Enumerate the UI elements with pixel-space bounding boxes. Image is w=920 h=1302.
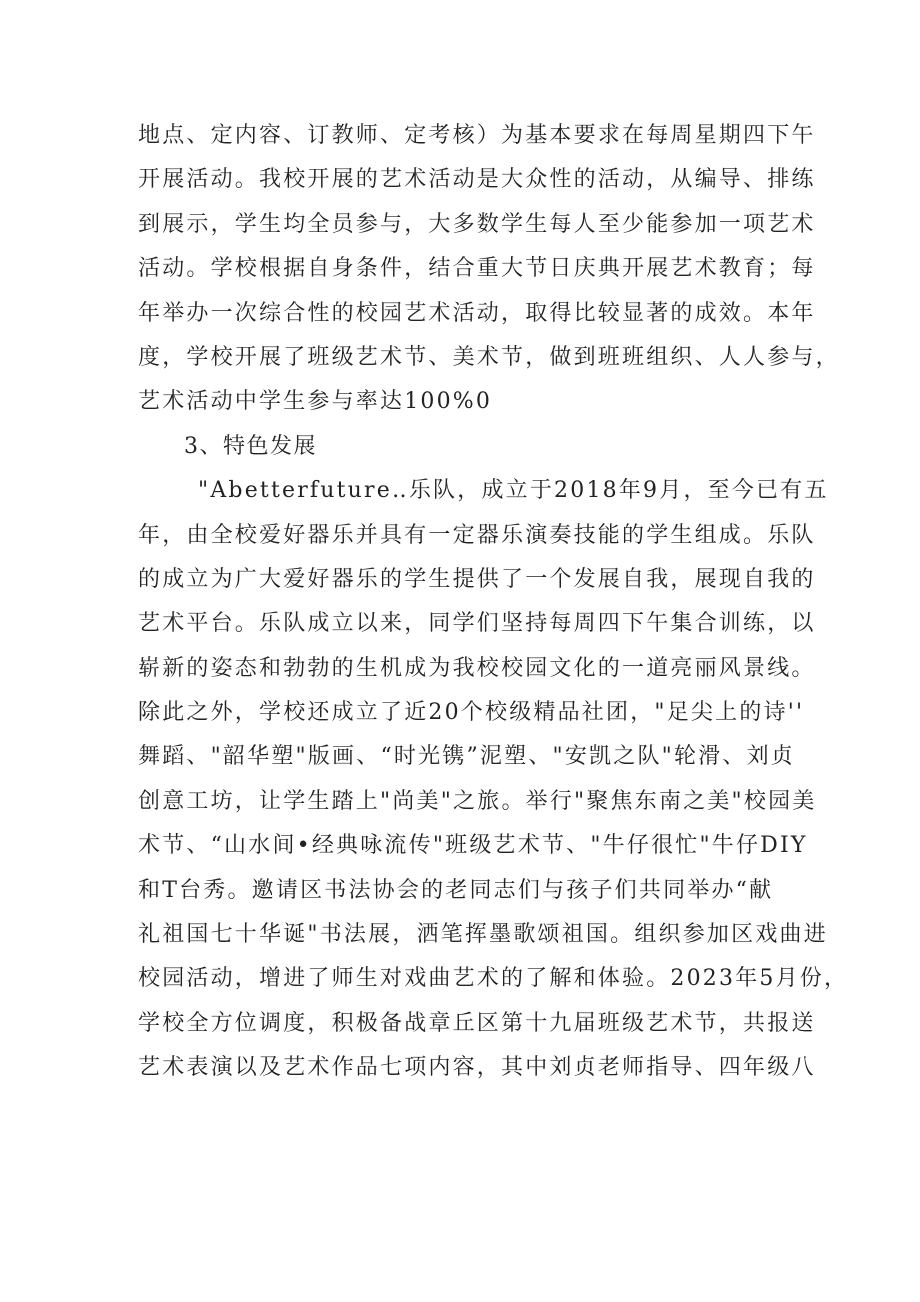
paragraph-line: 的成立为广大爱好器乐的学生提供了一个发展自我，展现自我的 (138, 566, 816, 592)
paragraph-line: 艺术表演以及艺术作品七项内容，其中刘贞老师指导、四年级八 (138, 1055, 816, 1081)
paragraph-line: 艺术活动中学生参与率达100%0 (138, 389, 493, 415)
paragraph-line: 校园活动，增进了师生对戏曲艺术的了解和体验。2023年5月份， (138, 966, 849, 992)
paragraph-line: 度，学校开展了班级艺术节、美术节，做到班班组织、人人参与， (138, 344, 840, 370)
paragraph-line: 地点、定内容、订教师、定考核）为基本要求在每周星期四下午 (138, 123, 816, 148)
paragraph-line: 创意工坊，让学生踏上"尚美"之旅。举行"聚焦东南之美"校园美 (138, 788, 817, 814)
paragraph-line: 到展示，学生均全员参与，大多数学生每人至少能参加一项艺术 (138, 211, 816, 237)
paragraph-line: 礼祖国七十华诞"书法展，洒笔挥墨歌颂祖国。组织参加区戏曲进 (138, 922, 828, 948)
paragraph-line: 艺术平台。乐队成立以来，同学们坚持每周四下午集合训练，以 (138, 611, 816, 637)
paragraph-line: 术节、“山水间•经典咏流传"班级艺术节、"牛仔很忙"牛仔DIY (138, 833, 808, 859)
paragraph-line: 和T台秀。邀请区书法协会的老同志们与孩子们共同举办“献 (138, 877, 774, 903)
paragraph-line: 年举办一次综合性的校园艺术活动，取得比较显著的成效。本年 (138, 300, 816, 326)
paragraph-line: 开展活动。我校开展的艺术活动是大众性的活动，从编导、排练 (138, 167, 816, 193)
paragraph-line: 年，由全校爱好器乐并具有一定器乐演奏技能的学生组成。乐队 (138, 522, 816, 548)
paragraph-line: 崭新的姿态和勃勃的生机成为我校校园文化的一道亮丽风景线。 (138, 655, 816, 681)
paragraph-line: 舞蹈、"韶华塑"版画、“时光镌”泥塑、"安凯之队"轮滑、刘贞 (138, 744, 795, 770)
paragraph-line: "Abetterfuture‥乐队，成立于2018年9月，至今已有五 (198, 478, 829, 504)
paragraph-line: 活动。学校根据自身条件，结合重大节日庆典开展艺术教育；每 (138, 256, 816, 282)
paragraph-line: 学校全方位调度，积极备战章丘区第十九届班级艺术节，共报送 (138, 1010, 816, 1036)
document-body (138, 114, 849, 1091)
section-heading: 3、特色发展 (184, 433, 317, 459)
paragraph-line: 除此之外，学校还成立了近20个校级精品社团，"足尖上的诗'' (138, 700, 805, 726)
